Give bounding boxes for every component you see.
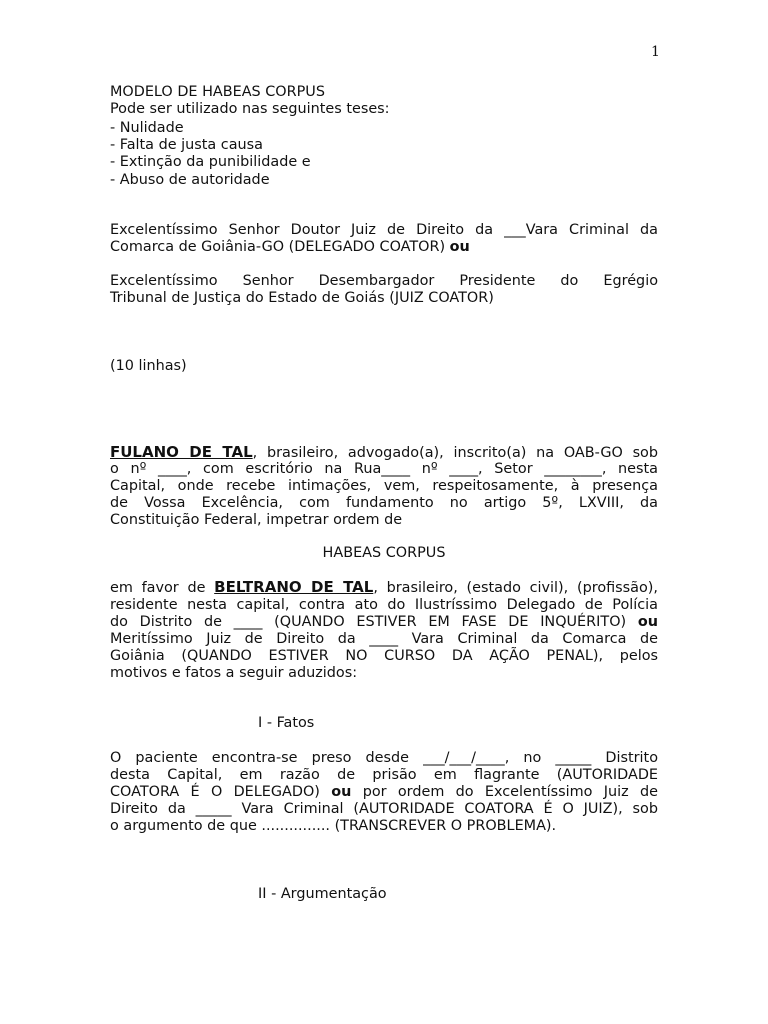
patient-name: BELTRANO DE TAL xyxy=(214,578,374,596)
favor-line: motivos e fatos a seguir aduzidos: xyxy=(110,665,358,681)
intro-text: Pode ser utilizado nas seguintes teses: xyxy=(110,101,390,117)
document-title: MODELO DE HABEAS CORPUS xyxy=(110,84,325,100)
address2-line: Excelentíssimo Senhor Desembargador Presidente do Egrégio xyxy=(110,273,658,289)
petitioner-line: de Vossa Excelência, com fundamento no artigo 5º, LXVIII, da xyxy=(110,495,658,511)
habeas-corpus-heading: HABEAS CORPUS xyxy=(322,545,446,561)
or-connector: ou xyxy=(637,614,658,630)
favor-line: do Distrito de ____ (QUANDO ESTIVER EM FASE DE INQUÉRITO) ou xyxy=(110,614,658,630)
petitioner-line: Capital, onde recebe intimações, vem, respeitosamente, à presença xyxy=(110,478,658,494)
fatos-line: o argumento de que ............... (TRANSCREVER O PROBLEMA). xyxy=(110,818,557,834)
petitioner-line: Constituição Federal, impetrar ordem de xyxy=(110,512,403,528)
page-number: 1 xyxy=(651,44,660,60)
fatos-line: O paciente encontra-se preso desde ___/___/____, no _____ Distrito xyxy=(110,750,658,766)
or-connector: ou xyxy=(449,239,470,255)
section-heading-fatos: I - Fatos xyxy=(258,715,315,731)
petitioner-line: FULANO DE TAL, brasileiro, advogado(a), inscrito(a) na OAB-GO sob xyxy=(110,443,658,461)
petitioner-name: FULANO DE TAL xyxy=(110,443,253,461)
thesis-item: - Abuso de autoridade xyxy=(110,172,270,188)
petitioner-line: o nº ____, com escritório na Rua____ nº ____, Setor ________, nesta xyxy=(110,461,658,477)
section-heading-argumentacao: II - Argumentação xyxy=(258,886,387,902)
fatos-line: Direito da _____ Vara Criminal (AUTORIDADE COATORA É O JUIZ), sob xyxy=(110,801,658,817)
favor-line: em favor de BELTRANO DE TAL, brasileiro, (estado civil), (profissão), xyxy=(110,578,658,596)
thesis-item: - Falta de justa causa xyxy=(110,137,263,153)
spacing-note: (10 linhas) xyxy=(110,358,187,374)
address2-line: Tribunal de Justiça do Estado de Goiás (JUIZ COATOR) xyxy=(110,290,494,306)
fatos-line: COATORA É O DELEGADO) ou por ordem do Excelentíssimo Juiz de xyxy=(110,784,659,800)
thesis-item: - Extinção da punibilidade e xyxy=(110,154,311,170)
thesis-item: - Nulidade xyxy=(110,120,184,136)
or-connector: ou xyxy=(331,784,352,800)
favor-line: Meritíssimo Juiz de Direito da ____ Vara Criminal da Comarca de xyxy=(110,631,658,647)
address1-line: Excelentíssimo Senhor Doutor Juiz de Direito da ___Vara Criminal da xyxy=(110,222,658,238)
favor-line: Goiânia (QUANDO ESTIVER NO CURSO DA AÇÃO PENAL), pelos xyxy=(110,648,658,664)
address1-line: Comarca de Goiânia-GO (DELEGADO COATOR) ou xyxy=(110,239,470,255)
favor-line: residente nesta capital, contra ato do Ilustríssimo Delegado de Polícia xyxy=(110,597,658,613)
fatos-line: desta Capital, em razão de prisão em flagrante (AUTORIDADE xyxy=(110,767,658,783)
